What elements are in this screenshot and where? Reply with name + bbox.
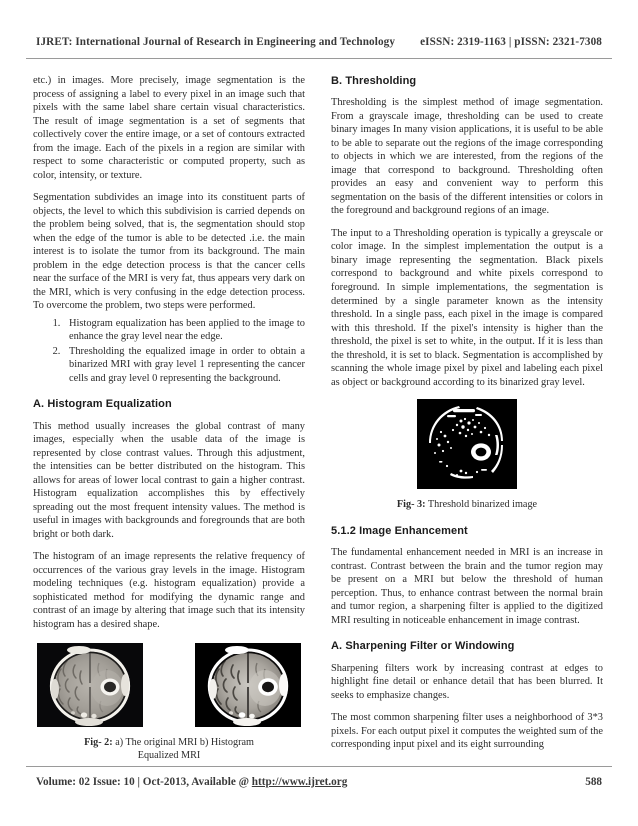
footer-volume-info <box>36 776 347 788</box>
paragraph-thresholding-operation: The input to a Thresholding operation is typically a greyscale or color image. In the simplest implementation the output is a binary image representing the segmentation. Black pixels correspond to background and white pixels correspond to foreground. In simple implementations, the segmentation is determined by a single parameter known as the intensity threshold. In a single pass, each pixel in the image is compared with this threshold. If the pixel's intensity is higher than the threshold, the pixel is set to white, in the output. If it is less than the threshold, it is set to black. Segmentation is accomplished by scanning the whole image pixel by pixel and labeling each pixel as object or background according to its binarized gray level. <box>331 227 603 388</box>
figure-2-caption <box>33 737 305 763</box>
paragraph-sharpening-filters: Sharpening filters work by increasing contrast at edges to highlight fine detail or enhance detail that has been blurred. It seeks to emphasize changes. <box>331 662 603 701</box>
paragraph-segmentation-definition: etc.) in images. More precisely, image segmentation is the process of assigning a label to every pixel in an image such that pixels with the same label share certain visual characteristics. The result of image segmentation is a set of segments that collectively cover the entire image, or a set of contours extracted from the image. Each of the pixels in a region are similar with respect to some characteristic or computed property, such as color, intensity, or texture. <box>33 75 305 181</box>
list-item: 1. Histogram equalization has been applied to the image to enhance the gray level near the edge. <box>63 317 305 344</box>
histogram-equalized-mri-axial-brain-scan <box>195 643 301 727</box>
heading-sharpening-filter: A. Sharpening Filter or Windowing <box>331 640 515 653</box>
figure-3-caption-text: Threshold binarized image <box>425 499 538 511</box>
figure-2-label: Fig- 2: <box>84 737 113 749</box>
heading-thresholding: B. Thresholding <box>331 75 417 87</box>
journal-issn: eISSN: 2319-1163 | pISSN: 2321-7308 <box>420 36 602 48</box>
journal-title: IJRET: International Journal of Research in Engineering and Technology <box>36 36 396 48</box>
left-column <box>33 74 305 763</box>
footer-volume-text: Volume: 02 Issue: 10 | Oct-2013, Available @ <box>36 776 252 788</box>
figure-2-caption-line-1: a) The original MRI b) Histogram <box>112 737 254 749</box>
header-divider <box>26 58 612 59</box>
figure-2-caption-line-2: Equalized MRI <box>137 750 201 762</box>
list-item: 2. Thresholding the equalized image in order to obtain a binarized MRI with gray level 1 representing the cancer cells and gray level 0 representing the background. <box>63 345 305 386</box>
journal-url-link[interactable]: http://www.ijret.org <box>251 776 348 788</box>
page-number: 588 <box>585 776 602 788</box>
figure-3-label: Fig- 3: <box>396 499 426 511</box>
paragraph-segmentation-subdivides: Segmentation subdivides an image into its constituent parts of objects, the level to which this subdivision is carried depends on the problem being solved, that is, the segmentation should stop when the edge of the tumor is able to be detected .i.e. the main interest is to isolate the tumor from its background. The main problem in the edge detection process is that the cancer cells near the surface of the MRI is very fat, thus appears very dark on the MRI, which is very confusing in the edge detection process. To overcome the problem, two steps were performed. <box>33 192 305 312</box>
page-footer <box>36 776 602 788</box>
paragraph-fundamental-enhancement: The fundamental enhancement needed in MRI is an increase in contrast. Contrast between the brain and the tumor region may be present on a MRI but below the threshold of human perception. Thus, to enhance contrast between the normal brain and tumor region, a sharpening filter is applied to the digitized MRI resulting in noticeable enhancement in image contrast. <box>331 547 603 626</box>
heading-image-enhancement: 5.1.2 Image Enhancement <box>331 524 468 537</box>
paragraph-histogram-method: This method usually increases the global contrast of many images, especially when the usable data of the image is represented by close contrast values. Through this adjustment, the intensities can be better distributed on the histogram. This allows for areas of lower local contrast to gain a higher contrast. Histogram equalization accomplishes this by effectively spreading out the most frequent intensity values. The method is useful in images with backgrounds and foregrounds that are both bright or both dark. <box>33 420 305 540</box>
paragraph-thresholding-intro: Thresholding is the simplest method of image segmentation. From a grayscale image, thresholding can be used to create binary images In many vision applications, it is useful to be able to be able to separate out the regions of the image corresponding to objects in which we are interested, from the regions of the image that correspond to background. Thresholding often provides an easy and convenient way to perform this segmentation on the basis of the different intensities or colors in the foreground and background regions of an image. <box>331 97 603 217</box>
figure-3-caption <box>331 499 603 512</box>
figure-2-images <box>33 643 305 727</box>
paragraph-histogram-relative-frequency: The histogram of an image represents the relative frequency of occurrences of the various gray levels in the image. Histogram modeling techniques (e.g. histogram equalization) provide a sophisticated method for modifying the dynamic range and contrast of an image by altering that image such that its intensity histogram has a desired shape. <box>33 551 305 630</box>
right-column <box>331 74 603 761</box>
page-header <box>36 36 602 48</box>
steps-list <box>33 317 305 386</box>
paragraph-common-sharpening-filter: The most common sharpening filter uses a neighborhood of 3*3 pixels. For each output pixel it computes the weighted sum of the corresponding input pixel and its eight surrounding <box>331 712 603 751</box>
footer-divider <box>26 766 612 767</box>
heading-histogram-equalization: A. Histogram Equalization <box>33 398 172 411</box>
threshold-binarized-mri-image <box>417 399 517 489</box>
figure-3-image-wrap <box>331 399 603 489</box>
original-mri-axial-brain-scan <box>37 643 143 727</box>
